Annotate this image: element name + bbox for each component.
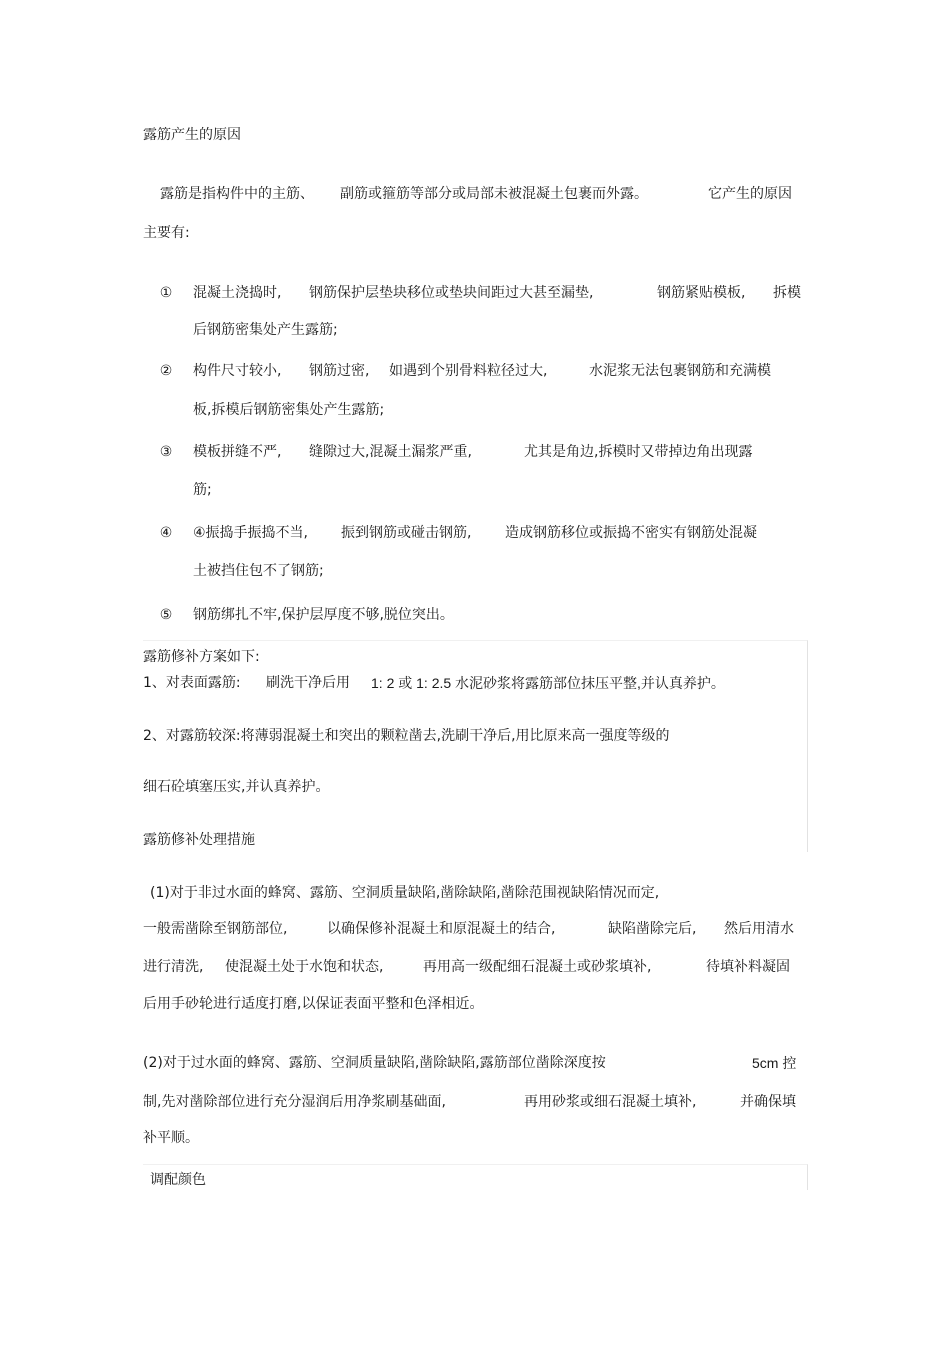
cause-text: 混凝土浇捣时, xyxy=(193,285,282,301)
repair-item-1c: 1: 2 或 1: 2.5 水泥砂浆将露筋部位抹压平整,并认真养护。 xyxy=(371,675,725,691)
cause-text: 振到钢筋或碰击钢筋, xyxy=(341,525,472,541)
cause-marker: ② xyxy=(159,363,173,379)
cause-text: 缝隙过大,混凝土漏浆严重, xyxy=(309,444,472,460)
measures-p1-line2: 一般需凿除至钢筋部位, xyxy=(143,921,288,937)
cause-text: 后钢筋密集处产生露筋; xyxy=(193,322,338,338)
measures-p1-line3: 再用高一级配细石混凝土或砂浆填补, xyxy=(423,959,652,975)
cause-marker: ⑤ xyxy=(159,607,173,623)
cause-text: 拆模 xyxy=(773,285,801,301)
repair-plan-heading: 露筋修补方案如下: xyxy=(143,649,260,665)
cause-text: 如遇到个别骨料粒径过大, xyxy=(389,363,548,379)
cause-marker: ① xyxy=(159,285,173,301)
color-section-box xyxy=(143,1164,808,1190)
cause-text: 尤其是角边,拆模时又带掉边角出现露 xyxy=(524,444,753,460)
cause-text: 水泥浆无法包裹钢筋和充满模 xyxy=(589,363,771,379)
measures-p1-line3: 待填补料凝固 xyxy=(706,959,790,975)
cause-text: 造成钢筋移位或振捣不密实有钢筋处混凝 xyxy=(505,525,757,541)
cause-marker: ③ xyxy=(159,444,173,460)
intro-line1b: 副筋或箍筋等部分或局部未被混凝土包裹而外露。 xyxy=(340,186,648,202)
measures-p1-line2: 缺陷凿除完后, xyxy=(608,921,697,937)
cause-text: 钢筋紧贴模板, xyxy=(657,285,746,301)
cause-text: ④振捣手振捣不当, xyxy=(193,525,309,541)
cause-text: 钢筋过密, xyxy=(309,363,370,379)
intro-line2: 主要有: xyxy=(143,225,190,241)
cause-text: 钢筋绑扎不牢,保护层厚度不够,脱位突出。 xyxy=(193,607,454,623)
measures-p1-line3: 进行清洗, xyxy=(143,959,204,975)
measures-p1-line4: 后用手砂轮进行适度打磨,以保证表面平整和色泽相近。 xyxy=(143,996,484,1012)
repair-item-2b: 细石砼填塞压实,并认真养护。 xyxy=(143,779,330,795)
measures-p2-line3: 补平顺。 xyxy=(143,1130,199,1146)
cause-text: 钢筋保护层垫块移位或垫块间距过大甚至漏垫, xyxy=(309,285,594,301)
cause-marker: ④ xyxy=(159,525,173,541)
color-section-heading: 调配颜色 xyxy=(150,1172,206,1188)
intro-line1a: 露筋是指构件中的主筋、 xyxy=(160,186,314,202)
intro-line1c: 它产生的原因 xyxy=(708,186,792,202)
measures-p1-line3: 使混凝土处于水饱和状态, xyxy=(225,959,384,975)
repair-item-2a: 2、对露筋较深:将薄弱混凝土和突出的颗粒凿去,洗刷干净后,用比原来高一强度等级的 xyxy=(143,728,670,744)
cause-text: 构件尺寸较小, xyxy=(193,363,282,379)
page-title: 露筋产生的原因 xyxy=(143,127,241,143)
measures-p2-line2: 并确保填 xyxy=(740,1094,796,1110)
measures-p1-line2: 以确保修补混凝土和原混凝土的结合, xyxy=(327,921,556,937)
cause-text: 筋; xyxy=(193,482,212,498)
measures-p2-line1: (2)对于过水面的蜂窝、露筋、空洞质量缺陷,凿除缺陷,露筋部位凿除深度按 xyxy=(143,1055,606,1071)
measures-p1-line2: 然后用清水 xyxy=(724,921,794,937)
measures-p1-line1: (1)对于非过水面的蜂窝、露筋、空洞质量缺陷,凿除缺陷,凿除范围视缺陷情况而定, xyxy=(150,885,660,901)
cause-text: 板,拆模后钢筋密集处产生露筋; xyxy=(193,402,385,418)
cause-text: 土被挡住包不了钢筋; xyxy=(193,563,324,579)
repair-item-1a: 1、对表面露筋: xyxy=(143,675,241,691)
measures-heading: 露筋修补处理措施 xyxy=(143,832,255,848)
measures-p2-line2: 再用砂浆或细石混凝土填补, xyxy=(524,1094,697,1110)
cause-text: 模板拼缝不严, xyxy=(193,444,282,460)
measures-p2-line1: 5cm 控 xyxy=(752,1055,797,1071)
repair-item-1b: 刷洗干净后用 xyxy=(266,675,350,691)
measures-p2-line2: 制,先对凿除部位进行充分湿润后用净浆刷基础面, xyxy=(143,1094,446,1110)
repair-plan-box xyxy=(143,640,808,852)
